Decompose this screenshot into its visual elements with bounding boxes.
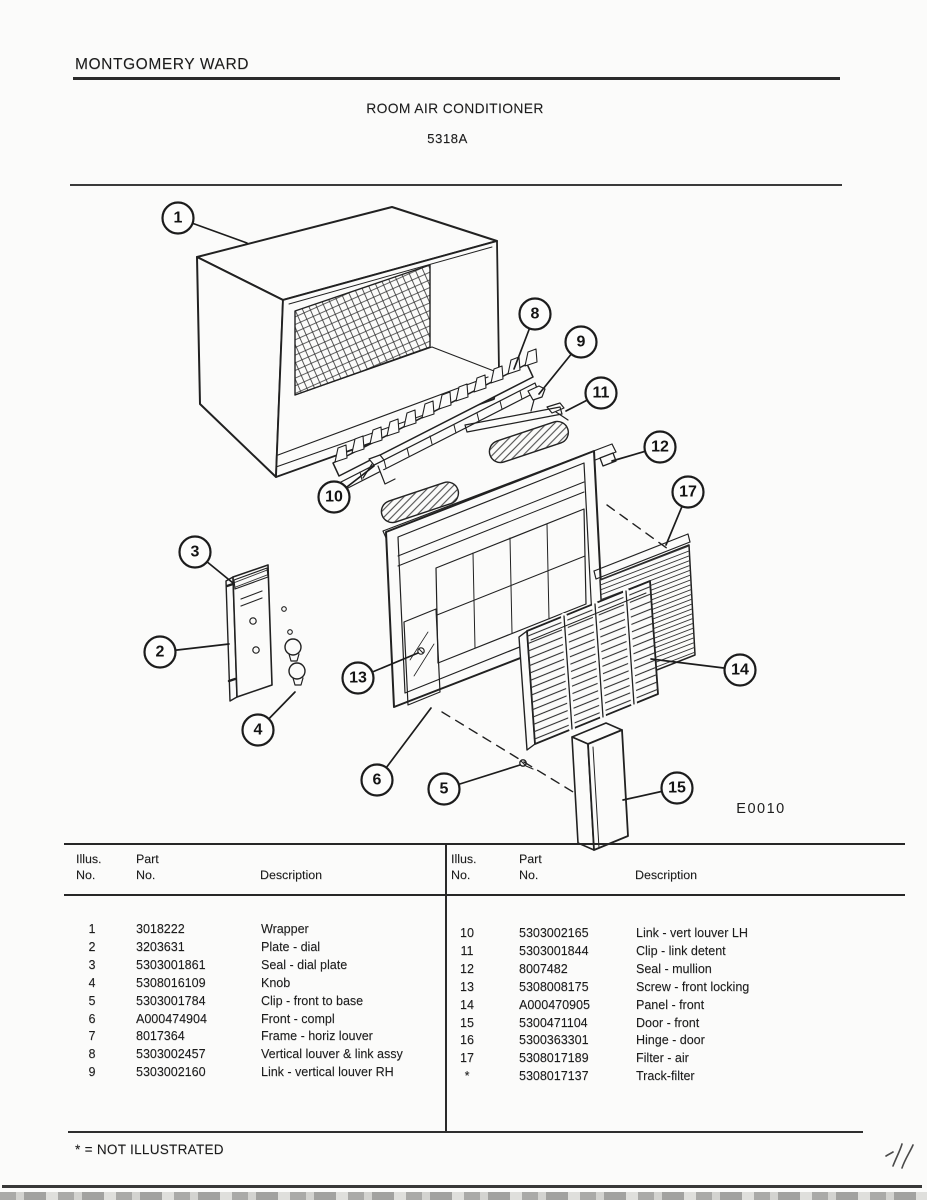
callout-5 (429, 765, 521, 805)
callout-6 (362, 708, 432, 796)
illus-no-cell: 12 (460, 961, 474, 976)
table-bottom-rule (68, 1131, 863, 1133)
illus-no-cell: 1 (88, 922, 96, 936)
page-bottom-rule (2, 1185, 922, 1188)
illus-no-cell: * (464, 1069, 470, 1084)
clip-front-to-base-5 (520, 760, 533, 769)
illus-no-cell: 9 (88, 1065, 96, 1080)
description-cell: Seal - mullion (636, 961, 712, 976)
illus-no-cell: 16 (460, 1033, 474, 1048)
column-header-illus-no: Illus. No. (76, 852, 102, 882)
svg-text:5: 5 (439, 780, 449, 798)
part-no-cell: 8007482 (519, 961, 568, 976)
part-no-cell: 5308017189 (519, 1051, 589, 1066)
column-header-illus-no: Illus. No. (451, 852, 477, 882)
svg-text:10: 10 (325, 488, 343, 506)
illus-no-cell: 4 (88, 975, 96, 990)
description-cell: Panel - front (636, 997, 705, 1012)
part-no-cell: A000474904 (136, 1011, 207, 1026)
svg-text:17: 17 (679, 483, 697, 501)
part-no-cell: 5308008175 (519, 979, 589, 994)
callout-15 (623, 773, 693, 804)
callout-2 (145, 637, 230, 668)
svg-text:2: 2 (155, 643, 165, 661)
description-cell: Frame - horiz louver (261, 1029, 373, 1044)
handwritten-mark (886, 1144, 913, 1168)
description-cell: Track-filter (636, 1069, 695, 1084)
description-cell: Link - vert louver LH (636, 926, 748, 940)
parts-table (64, 843, 905, 1133)
svg-text:4: 4 (253, 721, 263, 739)
front-door-drawing (572, 723, 628, 850)
illus-no-cell: 11 (460, 943, 474, 958)
part-no-cell: 5303001784 (136, 993, 206, 1008)
wrapper-cabinet-drawing (197, 207, 499, 477)
description-cell: Clip - link detent (636, 943, 726, 958)
dial-plate-drawing (226, 565, 292, 701)
description-cell: Door - front (636, 1015, 700, 1030)
illus-no-cell: 8 (88, 1047, 96, 1062)
part-no-cell: 5308016109 (136, 975, 206, 990)
svg-text:8: 8 (530, 305, 540, 323)
part-no-cell: 5303002457 (136, 1047, 206, 1062)
diagram-code-label: E0010 (736, 801, 786, 817)
svg-text:15: 15 (668, 779, 686, 797)
knob-drawing (285, 639, 305, 685)
table-vertical-divider (445, 845, 447, 1133)
description-cell: Front - compl (261, 1011, 335, 1026)
table-header-rule (64, 894, 905, 896)
svg-text:11: 11 (592, 384, 610, 402)
part-no-cell: 5300363301 (519, 1033, 589, 1048)
svg-text:9: 9 (576, 333, 586, 351)
description-cell: Seal - dial plate (261, 957, 348, 972)
part-no-cell: A000470905 (519, 997, 590, 1012)
clip-link-detent-11 (547, 403, 568, 420)
illus-no-cell: 3 (88, 957, 96, 972)
illus-no-cell: 7 (88, 1029, 96, 1044)
part-no-cell: 3203631 (136, 939, 185, 954)
illus-no-cell: 13 (460, 979, 474, 994)
part-no-cell: 5303001844 (519, 943, 589, 958)
description-cell: Wrapper (261, 922, 309, 936)
illus-no-cell: 10 (460, 926, 474, 940)
brand-title: MONTGOMERY WARD (75, 56, 250, 73)
description-cell: Vertical louver & link assy (261, 1047, 403, 1062)
svg-text:13: 13 (349, 669, 367, 687)
svg-text:6: 6 (372, 771, 382, 789)
description-cell: Screw - front locking (636, 979, 750, 994)
callout-1 (163, 203, 248, 244)
footnote: * = NOT ILLUSTRATED (75, 1142, 224, 1157)
illus-no-cell: 2 (88, 939, 96, 954)
part-no-cell: 8017364 (136, 1029, 185, 1044)
part-no-cell: 3018222 (136, 922, 185, 936)
column-header-description: Description (260, 868, 322, 882)
svg-text:3: 3 (190, 543, 200, 561)
description-cell: Plate - dial (261, 939, 321, 954)
part-no-cell: 5308017137 (519, 1069, 589, 1084)
part-no-cell: 5303001861 (136, 957, 206, 972)
svg-text:12: 12 (651, 438, 669, 456)
column-header-part-no: Part No. (136, 852, 159, 882)
description-cell: Filter - air (636, 1051, 689, 1066)
product-title: ROOM AIR CONDITIONER (366, 101, 544, 116)
description-cell: Hinge - door (636, 1033, 705, 1048)
part-no-cell: 5300471104 (519, 1015, 588, 1030)
illus-no-cell: 5 (88, 993, 96, 1008)
illus-no-cell: 6 (88, 1011, 96, 1026)
description-cell: Clip - front to base (261, 993, 364, 1008)
scan-edge-artifact (0, 1192, 927, 1200)
column-header-part-no: Part No. (519, 852, 542, 882)
callout-12 (612, 432, 676, 463)
description-cell: Link - vertical louver RH (261, 1065, 394, 1080)
part-no-cell: 5303002165 (519, 926, 589, 940)
svg-text:14: 14 (731, 661, 749, 679)
callout-4 (243, 692, 296, 746)
description-cell: Knob (261, 975, 291, 990)
part-no-cell: 5303002160 (136, 1065, 206, 1080)
illus-no-cell: 15 (460, 1015, 474, 1030)
illus-no-cell: 14 (460, 997, 474, 1012)
model-number: 5318A (427, 131, 468, 146)
svg-text:1: 1 (173, 209, 183, 227)
callout-3 (180, 537, 234, 584)
illus-no-cell: 17 (460, 1051, 474, 1066)
callout-11 (566, 378, 617, 412)
column-header-description: Description (635, 868, 697, 882)
